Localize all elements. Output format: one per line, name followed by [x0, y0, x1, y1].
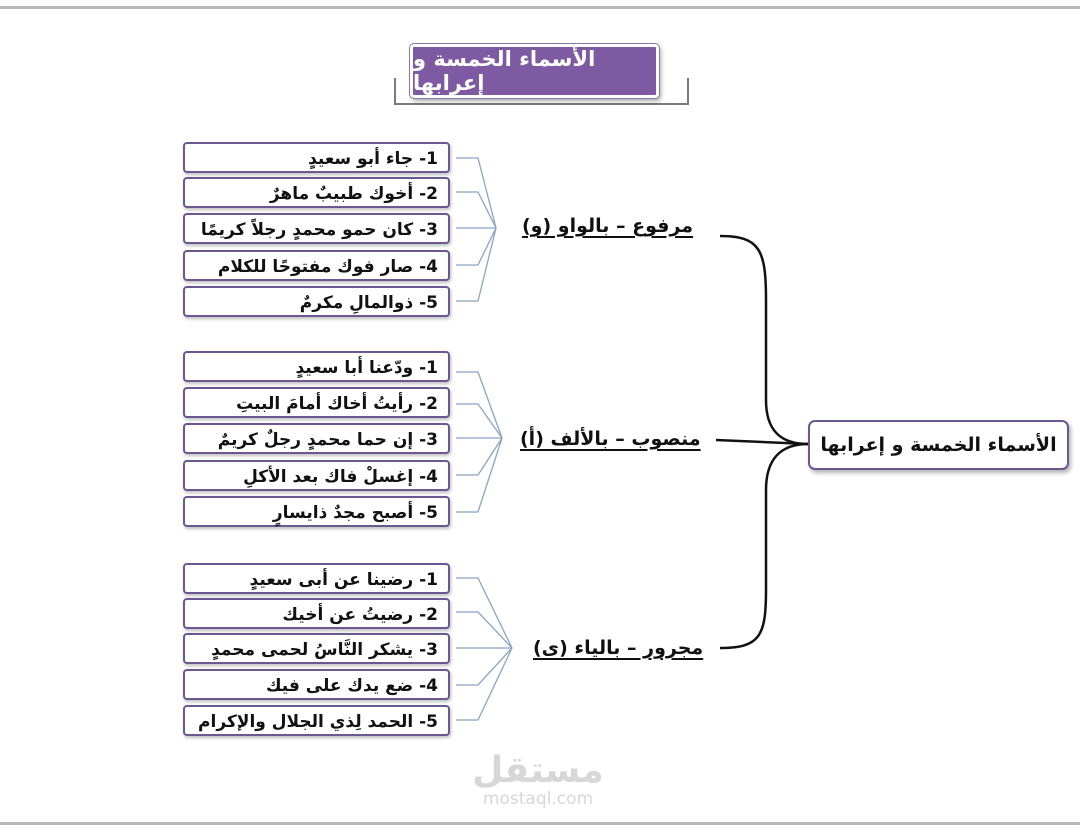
category-marfu: مرفوع – بالواو (و): [522, 215, 694, 237]
root-node: الأسماء الخمسة و إعرابها: [808, 420, 1069, 470]
page-title: الأسماء الخمسة و إعرابها: [410, 44, 659, 98]
mansub-example-5: 5- أصبح مجدٌ ذايسارٍ: [183, 496, 450, 527]
majrur-example-4: 4- ضع يدك على فيك: [183, 669, 450, 700]
mansub-example-1: 1- ودّعنا أبا سعيدٍ: [183, 351, 450, 382]
mansub-example-4: 4- إغسلْ فاك بعد الأكلِ: [183, 460, 450, 491]
majrur-example-3: 3- يشكر النَّاسُ لحمى محمدٍ: [183, 633, 450, 664]
majrur-example-1: 1- رضينا عن أبى سعيدٍ: [183, 563, 450, 594]
marfu-example-5: 5- ذوالمالِ مكرمٌ: [183, 286, 450, 317]
watermark: [468, 752, 608, 808]
category-mansub: منصوب – بالألف (أ): [520, 428, 701, 450]
category-majrur: مجرور – بالياء (ى): [533, 637, 704, 659]
mansub-example-3: 3- إن حما محمدٍ رجلٌ كريمٌ: [183, 423, 450, 454]
majrur-example-2: 2- رضيتُ عن أخيك: [183, 598, 450, 629]
marfu-example-3: 3- كان حمو محمدٍ رجلاً كريمًا: [183, 213, 450, 244]
marfu-example-1: 1- جاء أبو سعيدٍ: [183, 142, 450, 173]
watermark-logo: مستقل: [472, 750, 604, 791]
majrur-example-5: 5- الحمد لِذي الجلال والإكرام: [183, 705, 450, 736]
watermark-site: mostaql.com: [482, 789, 594, 809]
mansub-example-2: 2- رأيتُ أخاك أمامَ البيتِ: [183, 387, 450, 418]
marfu-example-2: 2- أخوك طبيبٌ ماهرٌ: [183, 177, 450, 208]
marfu-example-4: 4- صار فوك مفتوحًا للكلام: [183, 250, 450, 281]
